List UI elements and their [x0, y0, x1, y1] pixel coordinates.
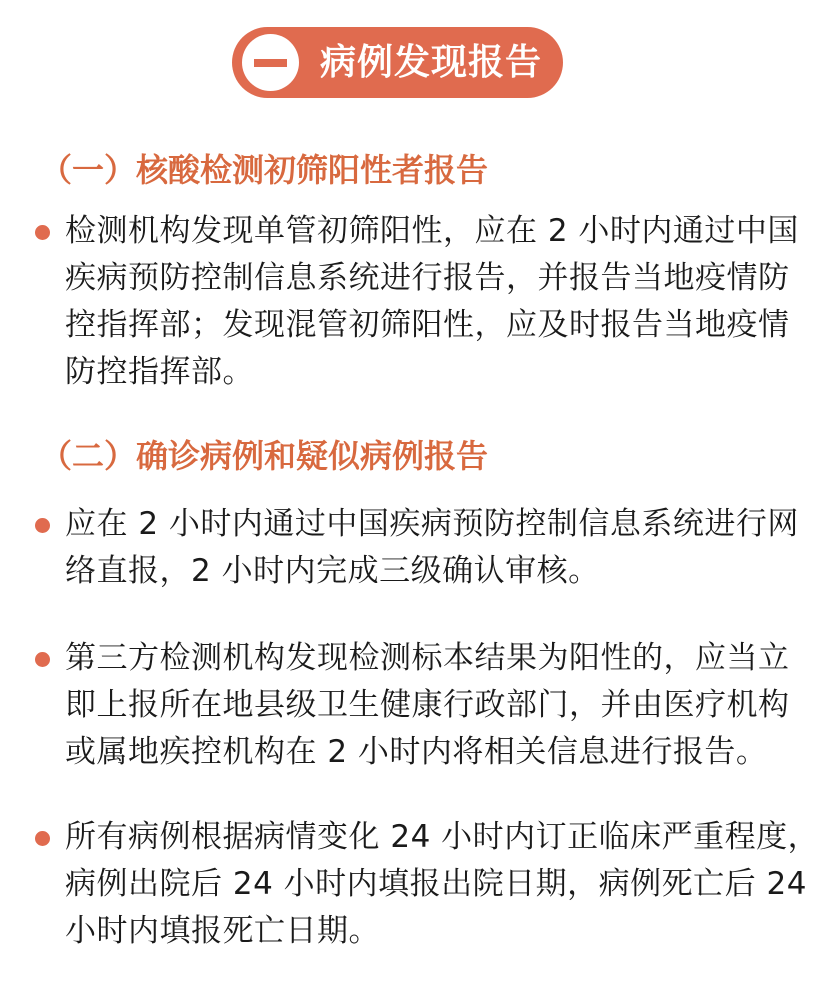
text-line: 检测机构发现单管初筛阳性，应在 2 小时内通过中国	[65, 213, 799, 249]
paragraph	[65, 814, 819, 955]
text-line: 病例出院后 24 小时内填报出院日期，病例死亡后 24	[65, 866, 807, 902]
text-line: 络直报，2 小时内完成三级确认审核。	[65, 553, 600, 589]
section-title: 病例发现报告	[320, 42, 543, 83]
text-line: 或属地疾控机构在 2 小时内将相关信息进行报告。	[65, 734, 768, 770]
number-badge	[242, 34, 299, 91]
text-line: 控指挥部；发现混管初筛阳性，应及时报告当地疫情	[65, 307, 790, 343]
paragraph	[65, 635, 790, 776]
text-line: 所有病例根据病情变化 24 小时内订正临床严重程度，	[65, 819, 820, 855]
text-line: 第三方检测机构发现检测标本结果为阳性的，应当立	[65, 640, 790, 676]
bullet-icon	[35, 831, 50, 846]
paragraph	[65, 501, 799, 595]
text-line: 疾病预防控制信息系统进行报告，并报告当地疫情防	[65, 260, 790, 296]
bullet-icon	[35, 225, 50, 240]
subheading-1: （一）核酸检测初筛阳性者报告	[40, 151, 489, 189]
text-line: 应在 2 小时内通过中国疾病预防控制信息系统进行网	[65, 506, 799, 542]
text-line: 小时内填报死亡日期。	[65, 913, 380, 949]
text-line: 防控指挥部。	[65, 354, 254, 390]
paragraph	[65, 208, 799, 396]
bullet-icon	[35, 518, 50, 533]
text-line: 即上报所在地县级卫生健康行政部门，并由医疗机构	[65, 687, 790, 723]
section-title-banner	[232, 27, 563, 98]
subheading-2: （二）确诊病例和疑似病例报告	[40, 437, 489, 475]
number-one-mark	[254, 59, 287, 67]
bullet-icon	[35, 652, 50, 667]
